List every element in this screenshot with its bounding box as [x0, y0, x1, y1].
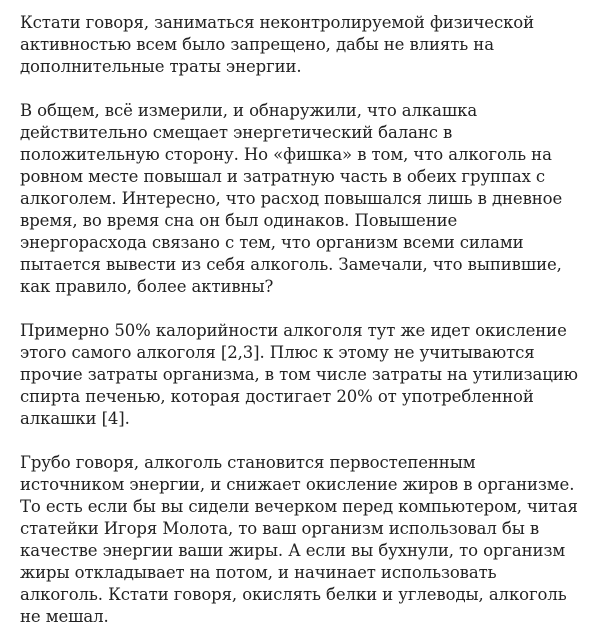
text-line: дополнительные траты энергии.	[20, 57, 302, 76]
text-line: Кстати говоря, заниматься неконтролируемой физической	[20, 13, 535, 32]
text-line: ровном месте повышал и затратную часть в обеих группах с	[20, 167, 546, 186]
text-line: пытается вывести из себя алкоголь. Замечали, что выпившие,	[20, 255, 562, 274]
text-line: алкашки [4].	[20, 409, 130, 428]
text-line: Примерно 50% калорийности алкоголя тут же идет окисление	[20, 321, 567, 340]
text-line: жиры откладывает на потом, и начинает использовать	[20, 563, 497, 582]
text-line: этого самого алкоголя [2,3]. Плюс к этому не учитываются	[20, 343, 535, 362]
paragraph-fat-oxidation	[20, 452, 594, 628]
text-line: энергорасхода связано с тем, что организм всеми силами	[20, 233, 524, 252]
text-line: алкоголь. Кстати говоря, окислять белки и углеводы, алкоголь	[20, 585, 567, 604]
text-line: не мешал.	[20, 607, 109, 626]
text-line: действительно смещает энергетический баланс в	[20, 123, 453, 142]
text-line: В общем, всё измерили, и обнаружили, что алкашка	[20, 101, 478, 120]
text-line: как правило, более активны?	[20, 277, 274, 296]
text-line: положительную сторону. Но «фишка» в том, что алкоголь на	[20, 145, 552, 164]
text-line: статейки Игоря Молота, то ваш организм использовал бы в	[20, 519, 540, 538]
text-line: активностью всем было запрещено, дабы не влиять на	[20, 35, 494, 54]
paragraph-calorie-oxidation	[20, 320, 594, 430]
text-line: источником энергии, и снижает окисление жиров в организме.	[20, 475, 575, 494]
text-line: алкоголем. Интересно, что расход повышался лишь в дневное	[20, 189, 563, 208]
text-line: То есть если бы вы сидели вечерком перед компьютером, читая	[20, 497, 578, 516]
text-line: спирта печенью, которая достигает 20% от употребленной	[20, 387, 534, 406]
paragraph-activity-restriction	[20, 12, 594, 78]
text-line: Грубо говоря, алкоголь становится первостепенным	[20, 453, 476, 472]
text-line: качестве энергии ваши жиры. А если вы бухнули, то организм	[20, 541, 566, 560]
article-body	[20, 12, 594, 628]
text-line: время, во время сна он был одинаков. Повышение	[20, 211, 458, 230]
paragraph-energy-balance	[20, 100, 594, 298]
text-line: прочие затраты организма, в том числе затраты на утилизацию	[20, 365, 578, 384]
